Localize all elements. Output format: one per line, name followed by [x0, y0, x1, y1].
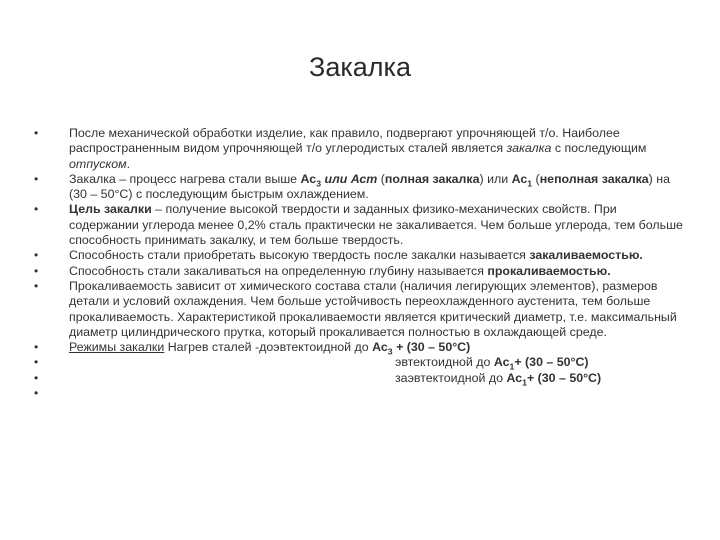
bullet-icon: • — [34, 202, 39, 217]
bullet-icon: • — [34, 340, 39, 355]
slide-title: Закалка — [309, 52, 411, 82]
list-item — [34, 248, 684, 263]
term-through-hardenability: прокаливаемостью. — [487, 263, 611, 278]
item-text: . — [126, 156, 131, 171]
item-text: Нагрев сталей -доэвтектоидной до — [164, 340, 373, 355]
list-item — [34, 172, 684, 203]
item-text: Способность стали приобретать высокую твердость после закалки называется — [69, 248, 530, 263]
bullet-icon: • — [34, 126, 39, 140]
subscript: 1 — [527, 178, 533, 189]
list-item — [34, 126, 684, 172]
term-ac: Ас — [300, 171, 317, 186]
item-text: эвтектоидной до — [395, 355, 494, 370]
subscript: 1 — [509, 361, 515, 372]
term-range: + (30 – 50°С) — [526, 370, 602, 385]
item-text: Прокаливаемость зависит от химического состава стали (наличия легирующих элементов), размеров детали и условий охлаждения. Чем больше устойчивость переохлажденного аустенита, тем больше прокаливаемость. Характеристикой прокаливаемости является критический диаметр, т.е. максимальный диаметр цилиндрического прутка, который прокаливается полностью в охлаждающей среде. — [69, 278, 677, 339]
term-ac: Ас — [493, 355, 510, 370]
list-item — [34, 279, 684, 340]
list-item — [34, 371, 684, 386]
term-full-quench: полная закалка — [384, 171, 480, 186]
term-ac: Ас — [511, 171, 528, 186]
right-column — [69, 371, 684, 386]
bullet-icon: • — [34, 248, 39, 263]
item-text: ) или — [479, 171, 512, 186]
item-text: с последующим — [551, 141, 647, 156]
item-text: ( — [377, 171, 385, 186]
term-partial-quench: неполная закалка — [539, 171, 649, 186]
item-text: Способность стали закаливаться на определенную глубину называется — [69, 263, 488, 278]
item-text: Закалка – процесс нагрева стали выше — [69, 171, 301, 186]
item-text: – получение высокой твердости и заданных физико-механических свойств. При содержании углерода менее 0,2% сталь практически не закаливается. Чем больше углерода, тем больше способность принимать закалку, и тем больше твердость. — [69, 202, 683, 248]
item-text: заэвтектоидной до — [395, 370, 507, 385]
item-text: ) на (30 – 50°С) с последующим быстрым охлаждением. — [69, 171, 670, 202]
bullet-icon: • — [34, 278, 39, 293]
term-ac: Ас — [506, 370, 523, 385]
subscript: 3 — [316, 178, 322, 189]
list-item — [34, 340, 684, 355]
item-text: После механической обработки изделие, как правило, подвергают упрочняющей т/о. Наиболее распространенным видом упрочняющей т/о углеродистых сталей является — [69, 126, 620, 156]
term-hardenability: закаливаемостью. — [529, 248, 643, 263]
list-item-empty — [34, 386, 684, 401]
term-ac: Ас — [372, 340, 388, 355]
term-otpusk: отпуском — [69, 156, 127, 171]
item-text: ( — [532, 171, 540, 186]
term-zakalka: закалка — [506, 141, 552, 156]
bullet-icon: • — [34, 263, 39, 278]
bullet-icon: • — [34, 370, 39, 385]
term-range: + (30 – 50°С) — [514, 355, 589, 370]
term-acm: или Асm — [321, 171, 378, 186]
list-item — [34, 355, 684, 370]
bullet-icon: • — [34, 386, 39, 401]
list-item — [34, 264, 684, 279]
term-goal: Цель закалки — [69, 202, 152, 217]
right-column — [69, 355, 684, 370]
term-range: + (30 – 50°С) — [392, 340, 471, 355]
term-modes: Режимы закалки — [69, 340, 165, 355]
list-item — [34, 202, 684, 248]
bullet-icon: • — [34, 355, 39, 370]
bullet-icon: • — [34, 171, 39, 186]
subscript: 1 — [522, 377, 527, 388]
subscript: 3 — [387, 346, 393, 357]
bullet-list — [34, 126, 684, 401]
